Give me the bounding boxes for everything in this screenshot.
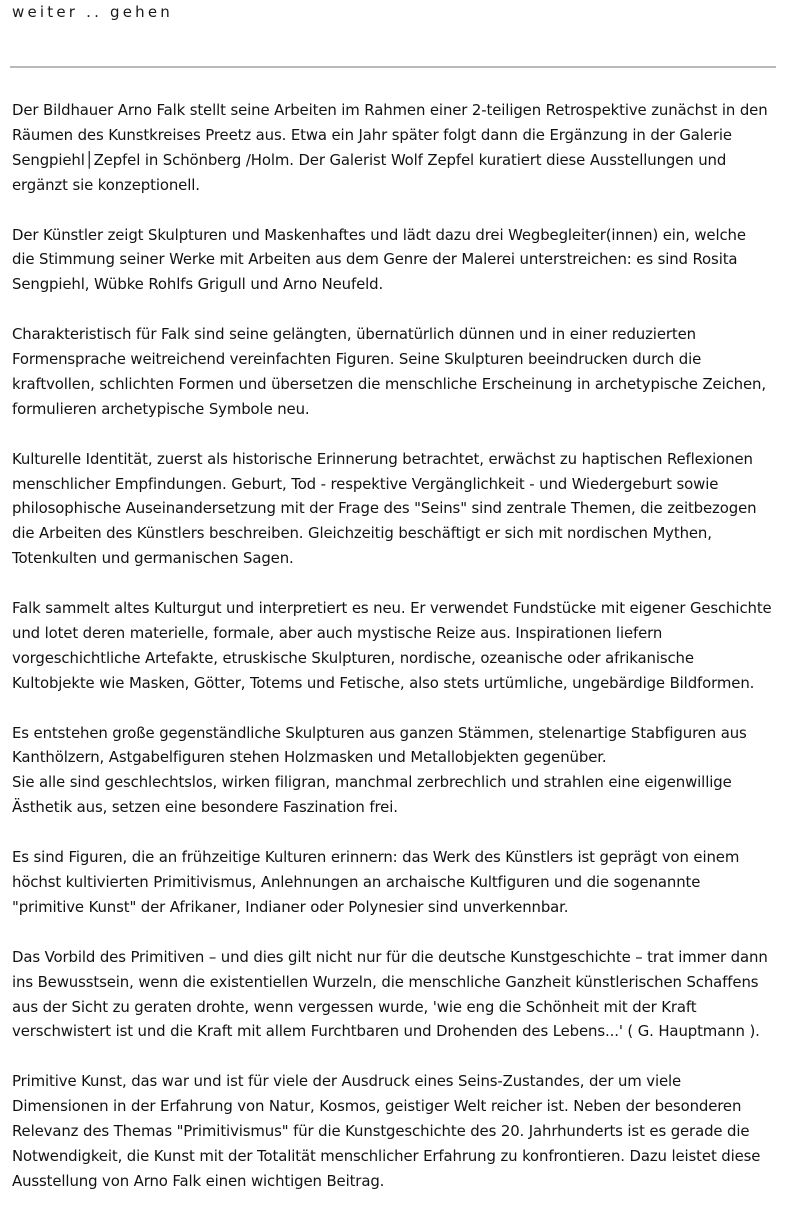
paragraph-line: Dimensionen in der Erfahrung von Natur, Kosmos, geistiger Welt reicher ist. Neben der besonderen xyxy=(12,1097,742,1116)
paragraph-line: "primitive Kunst" der Afrikaner, Indianer oder Polynesier sind unverkennbar. xyxy=(12,897,569,916)
paragraph-line: und lotet deren materielle, formale, aber auch mystische Reize aus. Inspirationen liefern xyxy=(12,623,663,642)
paragraph-line: Formensprache weitreichend vereinfachten Figuren. Seine Skulpturen beeindrucken durch die xyxy=(12,350,702,369)
paragraph-line: Der Künstler zeigt Skulpturen und Maskenhaftes und lädt dazu drei Wegbegleiter(innen) ein, welche xyxy=(12,225,746,244)
article-paragraph xyxy=(12,945,792,1045)
paragraph-line: ergänzt sie konzeptionell. xyxy=(12,175,200,194)
paragraph-line: Charakteristisch für Falk sind seine gelängten, übernatürlich dünnen und in einer reduzierten xyxy=(12,325,696,344)
paragraph-line: Primitive Kunst, das war und ist für viele der Ausdruck eines Seins-Zustandes, der um viele xyxy=(12,1072,682,1091)
paragraph-line: die Arbeiten des Künstlers beschreiben. Gleichzeitig beschäftigt er sich mit nordischen Mythen, xyxy=(12,524,712,543)
paragraph-line: Falk sammelt altes Kulturgut und interpretiert es neu. Er verwendet Fundstücke mit eigener Geschichte xyxy=(12,599,772,618)
paragraph-line: Sengpiehl, Wübke Rohlfs Grigull und Arno Neufeld. xyxy=(12,275,384,294)
paragraph-line: Kultobjekte wie Masken, Götter, Totems und Fetische, also stets urtümliche, ungebärdige Bildformen. xyxy=(12,673,755,692)
article-paragraph xyxy=(12,845,792,920)
paragraph-line: ins Bewusstsein, wenn die existentiellen Wurzeln, die menschliche Ganzheit künstlerischen Schaffens xyxy=(12,972,759,991)
paragraph-line: Totenkulten und germanischen Sagen. xyxy=(12,549,294,568)
paragraph-line: Ästhetik aus, setzen eine besondere Faszination frei. xyxy=(12,798,398,817)
article-paragraph xyxy=(12,721,792,821)
paragraph-line: Ausstellung von Arno Falk einen wichtigen Beitrag. xyxy=(12,1171,385,1190)
paragraph-line: Es entstehen große gegenständliche Skulpturen aus ganzen Stämmen, stelenartige Stabfiguren aus xyxy=(12,723,747,742)
paragraph-line: philosophische Auseinandersetzung mit der Frage des "Seins" sind zentrale Themen, die zeitbezogen xyxy=(12,499,757,518)
paragraph-line: höchst kultivierten Primitivismus, Anlehnungen an archaische Kultfiguren und die sogenannte xyxy=(12,873,701,891)
paragraph-line: menschlicher Empfindungen. Geburt, Tod - respektive Vergänglichkeit - und Wiedergeburt sowie xyxy=(12,474,719,493)
paragraph-line: vorgeschichtliche Artefakte, etruskische Skulpturen, nordische, ozeanische oder afrikanische xyxy=(12,648,694,667)
article-body xyxy=(12,98,792,1219)
paragraph-line: Räumen des Kunstkreises Preetz aus. Etwa ein Jahr später folgt dann die Ergänzung in der Galerie xyxy=(12,125,732,144)
header-divider xyxy=(10,66,776,68)
article-paragraph xyxy=(12,596,792,696)
paragraph-line: Sengpiehl│Zepfel in Schönberg /Holm. Der Galerist Wolf Zepfel kuratiert diese Ausstellungen und xyxy=(12,150,727,169)
paragraph-line: die Stimmung seiner Werke mit Arbeiten aus dem Genre der Malerei unterstreichen: es sind Rosita xyxy=(12,250,738,269)
article-paragraph xyxy=(12,98,792,198)
paragraph-line: Sie alle sind geschlechtslos, wirken filigran, manchmal zerbrechlich und strahlen eine eigenwillige xyxy=(12,773,732,792)
paragraph-line: Kanthölzern, Astgabelfiguren stehen Holzmasken und Metallobjekten gegenüber. xyxy=(12,748,607,767)
article-paragraph xyxy=(12,322,792,422)
paragraph-line: kraftvollen, schlichten Formen und übersetzen die menschliche Erscheinung in archetypische Zeichen, xyxy=(12,374,766,393)
article-paragraph xyxy=(12,1069,792,1194)
paragraph-line: Notwendigkeit, die Kunst mit der Totalität menschlicher Erfahrung zu konfrontieren. Dazu leistet diese xyxy=(12,1146,761,1165)
paragraph-line: aus der Sicht zu geraten drohte, wenn vergessen wurde, 'wie eng die Schönheit mit der Kraft xyxy=(12,997,697,1016)
paragraph-line: verschwistert ist und die Kraft mit allem Furchtbaren und Drohenden des Lebens...' ( G. Hauptmann ). xyxy=(12,1022,760,1041)
paragraph-line: Relevanz des Themas "Primitivismus" für die Kunstgeschichte des 20. Jahrhunderts ist es gerade die xyxy=(12,1122,750,1141)
paragraph-line: Es sind Figuren, die an frühzeitige Kulturen erinnern: das Werk des Künstlers ist geprägt von einem xyxy=(12,848,740,867)
paragraph-line: Der Bildhauer Arno Falk stellt seine Arbeiten im Rahmen einer 2-teiligen Retrospektive zunächst in den xyxy=(12,101,768,119)
article-paragraph xyxy=(12,447,792,572)
weiter-gehen-link[interactable]: weiter .. gehen xyxy=(12,3,174,21)
paragraph-line: formulieren archetypische Symbole neu. xyxy=(12,399,310,418)
article-paragraph xyxy=(12,223,792,298)
paragraph-line: Das Vorbild des Primitiven – und dies gilt nicht nur für die deutsche Kunstgeschichte – trat immer dann xyxy=(12,947,768,966)
paragraph-line: Kulturelle Identität, zuerst als historische Erinnerung betrachtet, erwächst zu haptischen Reflexionen xyxy=(12,449,753,468)
